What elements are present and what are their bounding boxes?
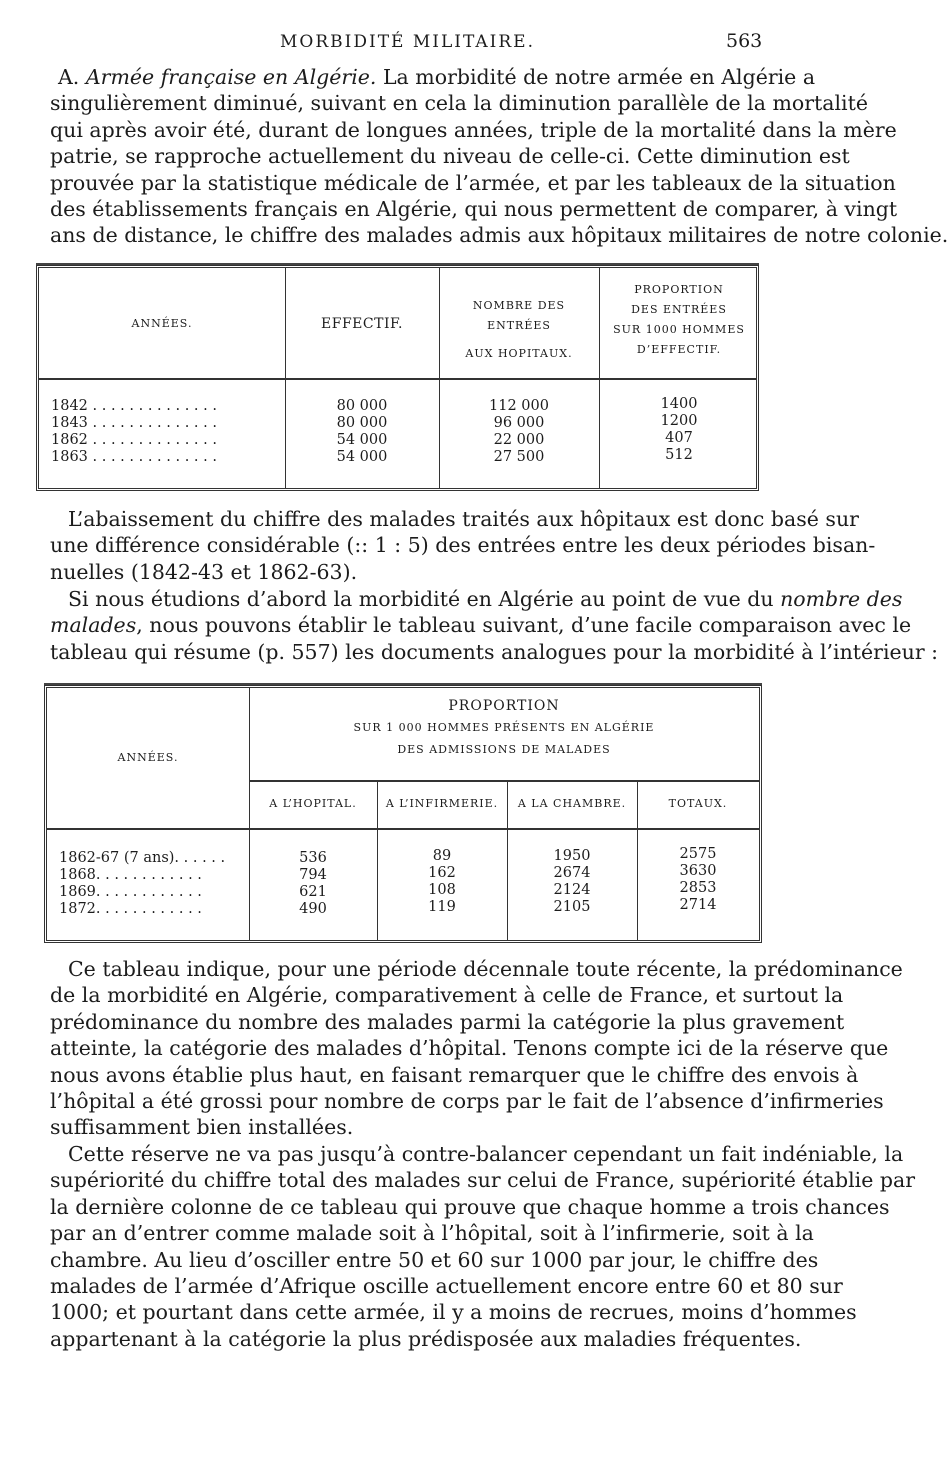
header-annees: ANNÉES. xyxy=(117,751,179,764)
section-label: A. xyxy=(58,65,80,89)
header-proportion: PROPORTION SUR 1 000 HOMMES PRÉSENTS EN ALGÉRIE DES ADMISSIONS DE MALADES xyxy=(353,698,655,756)
header-infirmerie: A L’INFIRMERIE. xyxy=(385,797,499,810)
text-line: Si nous étudions d’abord la morbidité en Algérie au point de vue du nombre des xyxy=(68,587,903,611)
header-annees: ANNÉES. xyxy=(131,317,193,330)
header-hopital: A L’HOPITAL. xyxy=(269,797,357,810)
text-line: de la morbidité en Algérie, comparativement à celle de France, et surtout la xyxy=(50,983,844,1008)
text-line: patrie, se rapproche actuellement du niveau de celle-ci. Cette diminution est xyxy=(50,144,850,169)
table-admissions: ANNÉES. PROPORTION SUR 1 000 HOMMES PRÉSENTS EN ALGÉRIE DES ADMISSIONS DE MALADES A L’HOPITAL. A L’INFIRMERIE. A LA CHAMBRE. TOTAUX. 1862-67 (7 ans). . . . . . 536 89 1950 2575 1868. . . . . . . . . . . . 794 162 2674 3630 1869. . . . . . . . . . . . 621 108 2124 2853 1872. . . . . . . . . . . . 490 119 2105 2714 xyxy=(44,685,762,943)
text-line: par an d’entrer comme malade soit à l’hôpital, soit à l’infirmerie, soit à la xyxy=(50,1221,814,1246)
text-line: singulièrement diminué, suivant en cela la diminution parallèle de la mortalité xyxy=(50,91,868,116)
text-line: prédominance du nombre des malades parmi la catégorie la plus gravement xyxy=(50,1009,845,1034)
text-line: tableau qui résume (p. 557) les documents analogues pour la morbidité à l’intérieur : xyxy=(50,639,939,664)
header-chambre: A LA CHAMBRE. xyxy=(517,797,627,810)
text-line: appartenant à la catégorie la plus prédisposée aux maladies fréquentes. xyxy=(50,1326,802,1351)
page-number: 563 xyxy=(726,30,763,52)
section-heading: Armée française en Algérie. xyxy=(85,65,377,89)
running-head xyxy=(0,30,800,56)
text-line: atteinte, la catégorie des malades d’hôpital. Tenons compte ici de la réserve que xyxy=(50,1036,889,1061)
text-line: ans de distance, le chiffre des malades admis aux hôpitaux militaires de notre colonie. xyxy=(50,223,948,248)
paragraph-etude xyxy=(50,586,939,665)
text-line: l’hôpital a été grossi pour nombre de corps par le fait de l’absence d’infirmeries xyxy=(50,1088,884,1113)
header-proportion: PROPORTION DES ENTRÉES SUR 1000 HOMMES D’EFFECTIF. xyxy=(613,283,745,356)
text-line: Cette réserve ne va pas jusqu’à contre-balancer cependant un fait indéniable, la xyxy=(68,1142,904,1166)
text-line: nous avons établie plus haut, en faisant remarquer que le chiffre des envois à xyxy=(50,1062,859,1087)
text-line: suffisamment bien installées. xyxy=(50,1115,354,1140)
header-effectif: EFFECTIF. xyxy=(321,316,403,332)
text-line: prouvée par la statistique médicale de l’armée, et par les tableaux de la situation xyxy=(50,170,896,195)
text-line: la dernière colonne de ce tableau qui prouve que chaque homme a trois chances xyxy=(50,1194,890,1219)
paragraph-tableau-indique xyxy=(50,956,903,1141)
text-line: A. Armée française en Algérie. La morbidité de notre armée en Algérie a xyxy=(58,65,816,89)
text-line: une différence considérable (:: 1 : 5) des entrées entre les deux périodes bisan- xyxy=(50,533,876,558)
text-line: supériorité du chiffre total des malades sur celui de France, supériorité établie par xyxy=(50,1168,916,1193)
text-line: chambre. Au lieu d’osciller entre 50 et 60 sur 1000 par jour, le chiffre des xyxy=(50,1247,819,1272)
paragraph-intro xyxy=(50,64,948,249)
running-head-title: MORBIDITÉ MILITAIRE. xyxy=(280,32,535,52)
paragraph-reserve xyxy=(50,1141,916,1352)
header-totaux: TOTAUX. xyxy=(668,797,728,810)
text-line: malades, nous pouvons établir le tableau suivant, d’une facile comparaison avec le xyxy=(50,613,912,638)
text-line: 1000; et pourtant dans cette armée, il y a moins de recrues, moins d’hommes xyxy=(50,1300,857,1325)
text-line: nuelles (1842-43 et 1862-63). xyxy=(50,559,358,584)
text-line: malades de l’armée d’Afrique oscille actuellement encore entre 60 et 80 sur xyxy=(50,1273,843,1298)
text-line: des établissements français en Algérie, qui nous permettent de comparer, à vingt xyxy=(50,196,898,221)
header-entrees: NOMBRE DES ENTRÉES AUX HOPITAUX. xyxy=(465,299,573,360)
text-line: L’abaissement du chiffre des malades traités aux hôpitaux est donc basé sur xyxy=(68,507,859,531)
table-hospital-entries: ANNÉES. EFFECTIF. NOMBRE DES ENTRÉES AUX HOPITAUX. PROPORTION DES ENTRÉES SUR 1000 HOMMES D’EFFECTIF. 1842 . . . . . . . . . . . . . . 80 000 112 000 1400 1843 . . . . . . . . . . . . . . 80 000 96 000 1200 1862 . . . . . . . . . . . . . . 54 000 22 000 407 1863 . . . . . . . . . . . . . . 54 000 27 500 512 xyxy=(36,265,759,491)
text-line: Ce tableau indique, pour une période décennale toute récente, la prédominance xyxy=(68,957,903,981)
paragraph-abaissement xyxy=(50,506,876,585)
text-line: qui après avoir été, durant de longues années, triple de la mortalité dans la mère xyxy=(50,117,897,142)
